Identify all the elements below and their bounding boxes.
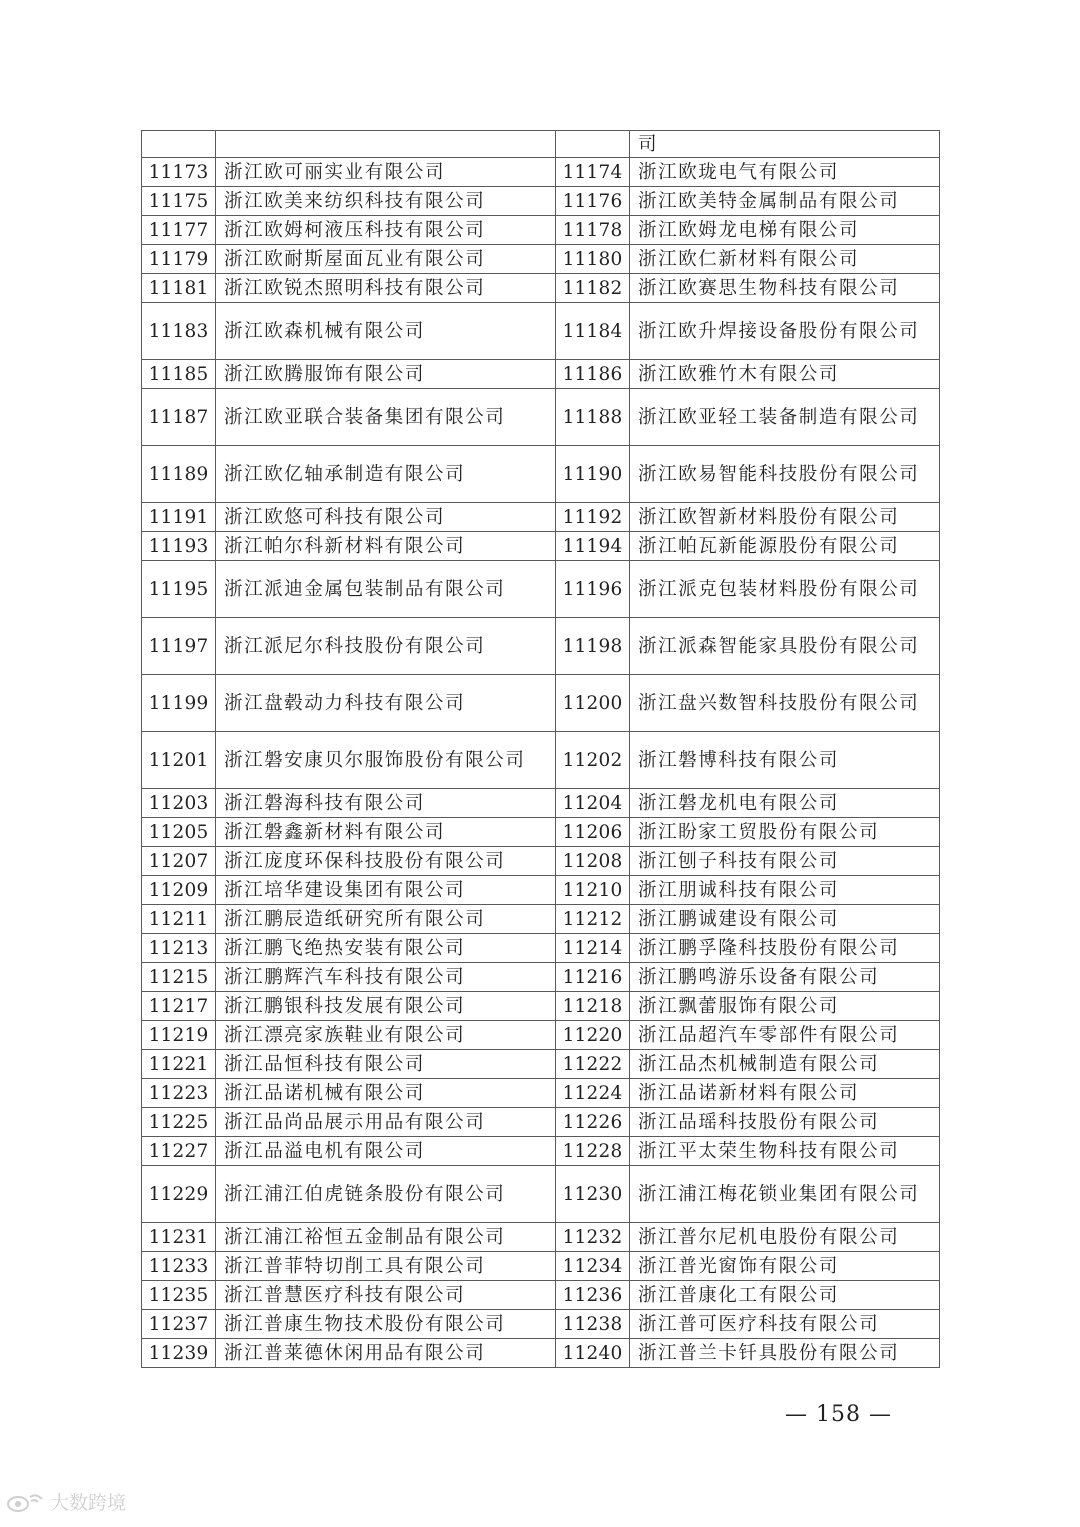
company-number-cell: 11221 <box>142 1050 216 1079</box>
table-row <box>142 1108 940 1137</box>
table-row <box>142 847 940 876</box>
company-number-cell: 11234 <box>556 1252 630 1281</box>
company-name-cell: 浙江欧珑电气有限公司 <box>630 158 940 187</box>
company-number-cell: 11237 <box>142 1310 216 1339</box>
company-number-cell: 11186 <box>556 360 630 389</box>
company-name-cell: 浙江欧锐杰照明科技有限公司 <box>216 274 556 303</box>
company-name-cell: 浙江品杰机械制造有限公司 <box>630 1050 940 1079</box>
table-row <box>142 274 940 303</box>
company-number-cell: 11212 <box>556 905 630 934</box>
company-name-cell: 浙江盘兴数智科技股份有限公司 <box>630 675 940 732</box>
table-row <box>142 561 940 618</box>
company-number-cell: 11177 <box>142 216 216 245</box>
company-name-cell: 浙江欧腾服饰有限公司 <box>216 360 556 389</box>
company-name-cell: 浙江帕尔科新材料有限公司 <box>216 532 556 561</box>
watermark <box>6 1488 126 1515</box>
company-number-cell: 11197 <box>142 618 216 675</box>
company-number-cell: 11230 <box>556 1166 630 1223</box>
company-number-cell: 11223 <box>142 1079 216 1108</box>
table-row <box>142 963 940 992</box>
company-name-cell: 浙江普尔尼机电股份有限公司 <box>630 1223 940 1252</box>
company-name-cell: 浙江鹏飞绝热安装有限公司 <box>216 934 556 963</box>
company-number-cell: 11204 <box>556 789 630 818</box>
company-list-table <box>141 130 940 1368</box>
company-number-cell: 11228 <box>556 1137 630 1166</box>
table-row <box>142 1021 940 1050</box>
company-name-cell: 浙江欧悠可科技有限公司 <box>216 503 556 532</box>
company-name-cell: 浙江派森智能家具股份有限公司 <box>630 618 940 675</box>
company-name-cell: 浙江磐龙机电有限公司 <box>630 789 940 818</box>
company-number-cell: 11216 <box>556 963 630 992</box>
company-name-cell: 浙江普菲特切削工具有限公司 <box>216 1252 556 1281</box>
company-number-cell: 11232 <box>556 1223 630 1252</box>
company-number-cell: 11231 <box>142 1223 216 1252</box>
company-number-cell: 11225 <box>142 1108 216 1137</box>
company-number-cell <box>556 131 630 158</box>
company-name-cell: 浙江品超汽车零部件有限公司 <box>630 1021 940 1050</box>
company-name-cell: 浙江普可医疗科技有限公司 <box>630 1310 940 1339</box>
company-number-cell: 11175 <box>142 187 216 216</box>
company-number-cell: 11219 <box>142 1021 216 1050</box>
table-row <box>142 216 940 245</box>
company-name-cell: 浙江品诺机械有限公司 <box>216 1079 556 1108</box>
company-number-cell: 11174 <box>556 158 630 187</box>
table-row <box>142 1079 940 1108</box>
company-number-cell: 11198 <box>556 618 630 675</box>
company-name-cell: 浙江普莱德休闲用品有限公司 <box>216 1339 556 1368</box>
company-name-cell: 浙江鹏辰造纸研究所有限公司 <box>216 905 556 934</box>
company-name-cell: 浙江帕瓦新能源股份有限公司 <box>630 532 940 561</box>
weibo-eye-icon <box>6 1491 46 1513</box>
company-number-cell: 11226 <box>556 1108 630 1137</box>
table-row <box>142 818 940 847</box>
table-row <box>142 131 940 158</box>
company-name-cell: 浙江欧仁新材料有限公司 <box>630 245 940 274</box>
company-number-cell: 11191 <box>142 503 216 532</box>
company-number-cell: 11209 <box>142 876 216 905</box>
company-name-cell: 浙江飘蕾服饰有限公司 <box>630 992 940 1021</box>
company-name-cell: 浙江漂亮家族鞋业有限公司 <box>216 1021 556 1050</box>
company-number-cell: 11240 <box>556 1339 630 1368</box>
table-row <box>142 1166 940 1223</box>
company-name-cell: 浙江磐安康贝尔服饰股份有限公司 <box>216 732 556 789</box>
company-number-cell: 11217 <box>142 992 216 1021</box>
page-number: — 158 — <box>785 1402 892 1427</box>
company-name-cell: 浙江欧易智能科技股份有限公司 <box>630 446 940 503</box>
company-name-cell: 浙江平太荣生物科技有限公司 <box>630 1137 940 1166</box>
company-name-cell: 浙江鹏辉汽车科技有限公司 <box>216 963 556 992</box>
company-number-cell: 11184 <box>556 303 630 360</box>
watermark-text: 大数跨境 <box>50 1492 127 1514</box>
company-number-cell: 11176 <box>556 187 630 216</box>
company-number-cell: 11206 <box>556 818 630 847</box>
company-number-cell: 11233 <box>142 1252 216 1281</box>
company-number-cell: 11239 <box>142 1339 216 1368</box>
company-name-cell: 浙江普兰卡钎具股份有限公司 <box>630 1339 940 1368</box>
company-name-cell: 浙江盼家工贸股份有限公司 <box>630 818 940 847</box>
company-number-cell: 11188 <box>556 389 630 446</box>
company-number-cell: 11203 <box>142 789 216 818</box>
company-name-cell: 浙江鹏银科技发展有限公司 <box>216 992 556 1021</box>
company-number-cell: 11210 <box>556 876 630 905</box>
table-row <box>142 905 940 934</box>
company-name-cell: 浙江品溢电机有限公司 <box>216 1137 556 1166</box>
company-number-cell: 11214 <box>556 934 630 963</box>
table-row <box>142 992 940 1021</box>
company-name-cell: 浙江磐博科技有限公司 <box>630 732 940 789</box>
company-name-cell: 浙江庞度环保科技股份有限公司 <box>216 847 556 876</box>
company-name-cell: 浙江欧耐斯屋面瓦业有限公司 <box>216 245 556 274</box>
company-name-cell: 浙江培华建设集团有限公司 <box>216 876 556 905</box>
company-name-cell: 浙江欧森机械有限公司 <box>216 303 556 360</box>
company-number-cell: 11187 <box>142 389 216 446</box>
company-name-cell: 浙江欧智新材料股份有限公司 <box>630 503 940 532</box>
table-row <box>142 187 940 216</box>
table-row <box>142 1310 940 1339</box>
table-row <box>142 245 940 274</box>
company-name-cell: 浙江派克包装材料股份有限公司 <box>630 561 940 618</box>
table-row <box>142 1050 940 1079</box>
company-number-cell: 11202 <box>556 732 630 789</box>
company-name-cell: 浙江浦江梅花锁业集团有限公司 <box>630 1166 940 1223</box>
company-number-cell: 11235 <box>142 1281 216 1310</box>
company-name-cell: 浙江磐鑫新材料有限公司 <box>216 818 556 847</box>
company-number-cell: 11238 <box>556 1310 630 1339</box>
table-row <box>142 934 940 963</box>
company-number-cell: 11196 <box>556 561 630 618</box>
company-number-cell <box>142 131 216 158</box>
table-row <box>142 1281 940 1310</box>
table-row <box>142 675 940 732</box>
company-name-cell: 浙江普康生物技术股份有限公司 <box>216 1310 556 1339</box>
company-name-cell: 浙江盘毂动力科技有限公司 <box>216 675 556 732</box>
company-number-cell: 11185 <box>142 360 216 389</box>
company-number-cell: 11181 <box>142 274 216 303</box>
table-row <box>142 1252 940 1281</box>
company-number-cell: 11178 <box>556 216 630 245</box>
table-row <box>142 1339 940 1368</box>
company-number-cell: 11222 <box>556 1050 630 1079</box>
company-name-cell: 浙江欧升焊接设备股份有限公司 <box>630 303 940 360</box>
company-number-cell: 11183 <box>142 303 216 360</box>
company-number-cell: 11179 <box>142 245 216 274</box>
table-row <box>142 360 940 389</box>
table-row <box>142 876 940 905</box>
company-name-cell: 浙江欧美特金属制品有限公司 <box>630 187 940 216</box>
company-number-cell: 11205 <box>142 818 216 847</box>
company-number-cell: 11190 <box>556 446 630 503</box>
company-number-cell: 11201 <box>142 732 216 789</box>
company-number-cell: 11200 <box>556 675 630 732</box>
company-number-cell: 11180 <box>556 245 630 274</box>
company-name-cell: 浙江鹏鸣游乐设备有限公司 <box>630 963 940 992</box>
company-number-cell: 11208 <box>556 847 630 876</box>
company-name-cell: 浙江品恒科技有限公司 <box>216 1050 556 1079</box>
company-name-cell: 浙江磐海科技有限公司 <box>216 789 556 818</box>
company-number-cell: 11192 <box>556 503 630 532</box>
company-number-cell: 11207 <box>142 847 216 876</box>
company-number-cell: 11213 <box>142 934 216 963</box>
company-number-cell: 11224 <box>556 1079 630 1108</box>
table-row <box>142 532 940 561</box>
company-name-cell: 浙江欧美来纺织科技有限公司 <box>216 187 556 216</box>
company-number-cell: 11236 <box>556 1281 630 1310</box>
company-name-cell: 浙江欧赛思生物科技有限公司 <box>630 274 940 303</box>
company-name-cell: 浙江欧亿轴承制造有限公司 <box>216 446 556 503</box>
table-row <box>142 446 940 503</box>
company-name-cell: 浙江欧姆柯液压科技有限公司 <box>216 216 556 245</box>
company-number-cell: 11189 <box>142 446 216 503</box>
table-row <box>142 618 940 675</box>
table-row <box>142 303 940 360</box>
table-row <box>142 789 940 818</box>
company-number-cell: 11194 <box>556 532 630 561</box>
company-name-cell: 浙江浦江裕恒五金制品有限公司 <box>216 1223 556 1252</box>
company-name-cell: 浙江欧亚联合装备集团有限公司 <box>216 389 556 446</box>
table-row <box>142 1223 940 1252</box>
company-number-cell: 11211 <box>142 905 216 934</box>
company-number-cell: 11229 <box>142 1166 216 1223</box>
company-name-cell: 浙江浦江伯虎链条股份有限公司 <box>216 1166 556 1223</box>
company-name-cell: 浙江朋诚科技有限公司 <box>630 876 940 905</box>
company-number-cell: 11215 <box>142 963 216 992</box>
company-number-cell: 11220 <box>556 1021 630 1050</box>
company-name-cell: 浙江普光窗饰有限公司 <box>630 1252 940 1281</box>
company-name-cell: 司 <box>630 131 940 158</box>
company-name-cell: 浙江普慧医疗科技有限公司 <box>216 1281 556 1310</box>
table-row <box>142 503 940 532</box>
company-name-cell <box>216 131 556 158</box>
table-row <box>142 732 940 789</box>
company-name-cell: 浙江品诺新材料有限公司 <box>630 1079 940 1108</box>
company-number-cell: 11173 <box>142 158 216 187</box>
company-number-cell: 11218 <box>556 992 630 1021</box>
company-name-cell: 浙江欧雅竹木有限公司 <box>630 360 940 389</box>
company-name-cell: 浙江品尚品展示用品有限公司 <box>216 1108 556 1137</box>
company-name-cell: 浙江欧可丽实业有限公司 <box>216 158 556 187</box>
company-number-cell: 11193 <box>142 532 216 561</box>
company-number-cell: 11227 <box>142 1137 216 1166</box>
company-name-cell: 浙江派迪金属包装制品有限公司 <box>216 561 556 618</box>
table-row <box>142 389 940 446</box>
company-name-cell: 浙江派尼尔科技股份有限公司 <box>216 618 556 675</box>
table-row <box>142 158 940 187</box>
company-number-cell: 11199 <box>142 675 216 732</box>
company-number-cell: 11195 <box>142 561 216 618</box>
company-name-cell: 浙江品瑶科技股份有限公司 <box>630 1108 940 1137</box>
table-row <box>142 1137 940 1166</box>
company-number-cell: 11182 <box>556 274 630 303</box>
company-name-cell: 浙江刨子科技有限公司 <box>630 847 940 876</box>
company-name-cell: 浙江普康化工有限公司 <box>630 1281 940 1310</box>
company-name-cell: 浙江鹏诚建设有限公司 <box>630 905 940 934</box>
company-name-cell: 浙江欧亚轻工装备制造有限公司 <box>630 389 940 446</box>
company-name-cell: 浙江欧姆龙电梯有限公司 <box>630 216 940 245</box>
company-name-cell: 浙江鹏孚隆科技股份有限公司 <box>630 934 940 963</box>
